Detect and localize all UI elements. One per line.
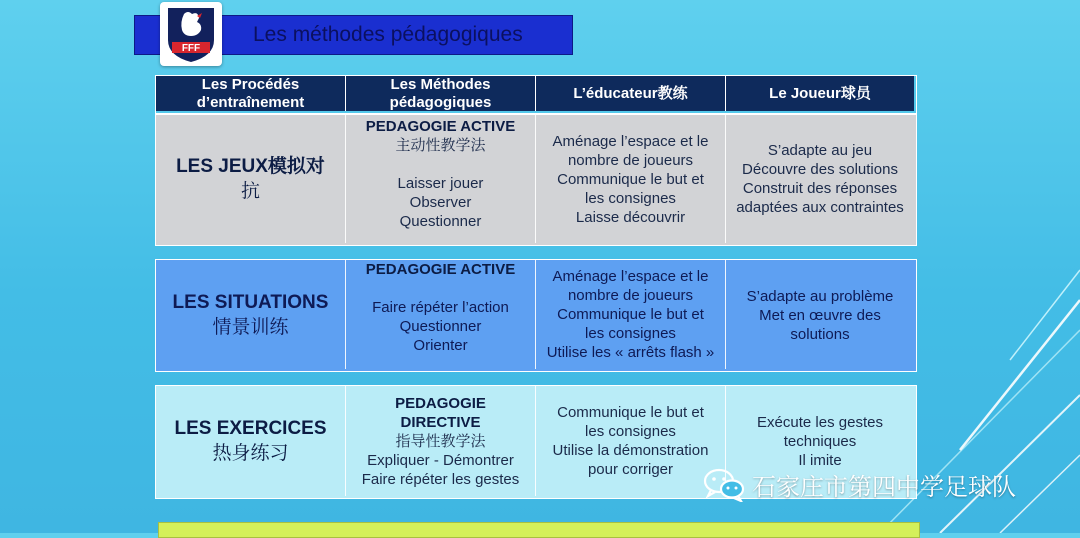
watermark (702, 466, 1016, 502)
bottom-bar (158, 522, 920, 538)
procede-label: LES EXERCICES (174, 418, 327, 439)
procede-label: LES SITUATIONS (172, 291, 329, 313)
methode-item: Orienter (413, 337, 468, 354)
joueur-cell (726, 260, 914, 369)
procede-cell (156, 115, 346, 243)
watermark-text: 石家庄市第四中学足球队 (752, 472, 1016, 501)
fff-rooster-crest-icon (160, 2, 222, 66)
methode-item: Questionner (399, 318, 482, 335)
header-educateur (536, 76, 726, 111)
educateur-cell (536, 386, 726, 496)
educateur-line: Laisse découvrir (575, 208, 686, 226)
joueur-line: Construit des réponses (742, 180, 898, 197)
methode-cell (346, 386, 536, 496)
joueur-line: techniques (783, 433, 857, 450)
methode-heading: PEDAGOGIE ACTIVE (365, 261, 516, 278)
methode-heading: DIRECTIVE (400, 413, 481, 431)
educateur-line: Aménage l’espace et le (552, 268, 709, 285)
educateur-line: Aménage l’espace et le (552, 132, 709, 150)
educateur-line: nombre de joueurs (567, 151, 694, 169)
joueur-line: adaptées aux contraintes (736, 199, 904, 216)
page-title: Les méthodes pédagogiques (253, 23, 523, 46)
methode-item: Expliquer - Démontrer (367, 451, 514, 469)
methode-item: Observer (409, 194, 472, 211)
header-joueur (726, 76, 914, 111)
educateur-line: les consignes (585, 325, 676, 342)
methode-heading: PEDAGOGIE (395, 394, 486, 412)
header-line: Le Joueur球员 (769, 84, 871, 102)
table-header (155, 75, 917, 114)
procede-label-cn: 热身练习 (212, 442, 289, 464)
procede-label-cn: 情景训练 (212, 315, 289, 338)
educateur-line: Utilise la démonstration (552, 442, 709, 459)
logo-text: FFF (181, 43, 201, 54)
methode-item: Faire répéter les gestes (361, 470, 520, 488)
joueur-line: Met en œuvre des (759, 307, 881, 324)
educateur-line: Communique le but et (557, 404, 704, 421)
header-line: pédagogiques (389, 93, 492, 111)
methode-item: Laisser jouer (397, 175, 484, 192)
header-line: L’éducateur教练 (573, 84, 688, 102)
joueur-line: S’adapte au problème (746, 288, 894, 305)
methode-cn: 主动性教学法 (395, 136, 486, 154)
procede-cell (156, 386, 346, 496)
methode-cell (346, 260, 536, 369)
educateur-line: pour corriger (587, 461, 674, 478)
procede-label-cn: 抗 (240, 180, 260, 202)
educateur-cell (536, 115, 726, 243)
joueur-line: Exécute les gestes (757, 414, 883, 431)
joueur-line: Découvre des solutions (742, 161, 898, 178)
methode-item: Faire répéter l’action (372, 299, 509, 316)
header-line: d’entraînement (196, 93, 305, 111)
header-line: Les Méthodes (390, 75, 491, 93)
joueur-line: solutions (790, 326, 850, 343)
fff-logo (160, 2, 222, 66)
table-row-situations (155, 259, 917, 372)
methode-cn: 指导性教学法 (395, 431, 486, 450)
methode-item: Questionner (399, 213, 482, 230)
educateur-line: Communique le but et (557, 306, 704, 323)
methode-cell (346, 115, 536, 243)
educateur-line: Communique le but et (557, 170, 704, 188)
educateur-cell (536, 260, 726, 369)
educateur-line: nombre de joueurs (567, 287, 694, 304)
procede-label: LES JEUX模拟对 (176, 156, 325, 177)
educateur-line: les consignes (585, 423, 676, 440)
header-methodes (346, 76, 536, 111)
header-line: Les Procédés (201, 75, 300, 93)
joueur-line: S’adapte au jeu (767, 142, 873, 159)
joueur-cell (726, 115, 914, 243)
wechat-icon (702, 466, 746, 502)
educateur-line: les consignes (585, 189, 676, 207)
educateur-line: Utilise les « arrêts flash » (546, 344, 715, 361)
joueur-line: Il imite (798, 452, 842, 469)
table-row-jeux (155, 114, 917, 246)
methode-heading: PEDAGOGIE ACTIVE (365, 118, 516, 135)
header-procedes (156, 76, 346, 111)
procede-cell (156, 260, 346, 369)
